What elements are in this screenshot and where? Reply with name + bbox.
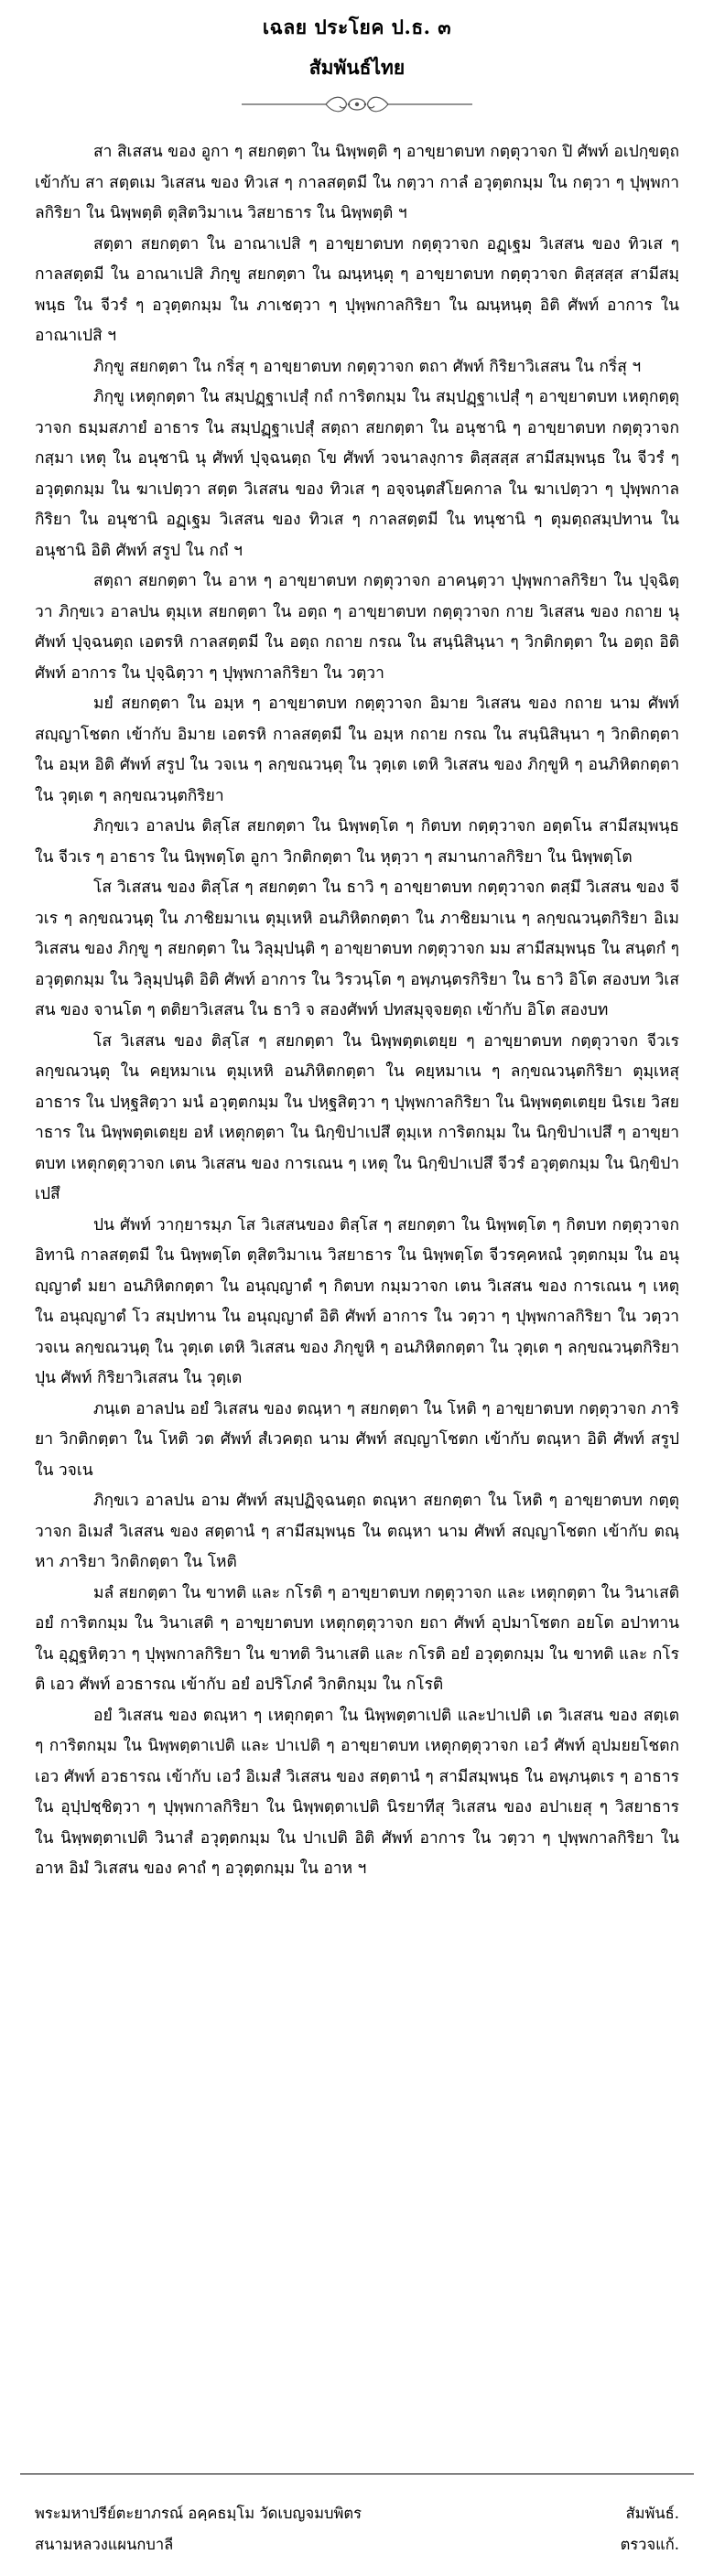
decorative-flourish-icon <box>238 93 476 115</box>
footer-role-analysis: สัมพันธ์. <box>625 2505 679 2522</box>
page-title: เฉลย ประโยค ป.ธ. ๓ <box>262 16 452 38</box>
analysis-body <box>35 137 679 1885</box>
page-subtitle: สัมพันธ์ไทย <box>308 56 406 79</box>
footer-role-review: ตรวจแก้. <box>620 2536 679 2553</box>
paragraph: มลํ สยกตฺตา ใน ขาทติ และ กโรติ ๆ อาขฺยาตบท กตฺตุวาจก และ เหตุกตฺตา ใน วินาเสติ อยํ การิตกมฺม ใน วินาเสติ ๆ อาขฺยาตบท เหตุกตฺตุวาจก ยถา ศัพท์ อุปมาโชตก อยโต อปาทาน ใน อุฏฺฐหิตฺวา ๆ ปุพฺพกาลกิริยา ใน ขาทติ วินาเสติ และ กโรติ อยํ อวุตฺตกมฺม ใน ขาทติ และ กโรติ เอว ศัพท์ อวธารณ เข้ากับ อยํ อปริโภคํ วิกติกมฺม ใน กโรติ <box>35 1583 679 1694</box>
footer-roles <box>621 2498 679 2560</box>
footer-author-name: พระมหาปรีย์ตะยาภรณ์ อคฺคธมฺโม วัดเบญจมบพิตร <box>35 2505 362 2522</box>
paragraph: อยํ วิเสสน ของ ตณฺหา ๆ เหตุกตฺตา ใน นิพฺพตฺตาเปติ และปาเปติ เต วิเสสน ของ สตฺเต ๆ การิตกมฺม ใน นิพฺพตฺตาเปติ และ ปาเปติ ๆ อาขฺยาตบท เหตุกตฺตุวาจก เอวํ ศัพท์ อุปมยยโชตก เอว ศัพท์ อวธารณ เข้ากับ เอวํ อิเมสํ วิเสสน ของ สตฺตานํ ๆ สามีสมฺพนฺธ ใน อพฺภนฺตเร ๆ อาธาร ใน อุปฺปชฺชิตฺวา ๆ ปุพฺพกาลกิริยา ใน นิพฺพตฺตาเปติ นิรยาทีสุ วิเสสน ของ อปาเยสุ ๆ วิสยาธาร ใน นิพฺพตฺตาเปติ วินาสํ อวุตฺตกมฺม ใน ปาเปติ อิติ ศัพท์ อาการ ใน วตฺวา ๆ ปุพฺพกาลกิริยา ใน อาห อิมํ วิเสสน ของ คาถํ ๆ อวุตฺตกมฺม ใน อาห ฯ <box>35 1706 679 1878</box>
paragraph: ภิกฺขเว อาลปน ติสฺโส สยกตฺตา ใน นิพฺพตฺโต ๆ กิตบท กตฺตุวาจก อตฺตโน สามีสมฺพนฺธ ใน จีวเร ๆ อาธาร ใน นิพฺพตฺโต อูกา วิกติกตฺตา ใน หุตฺวา ๆ สมานกาลกิริยา ใน นิพฺพตฺโต <box>35 817 679 867</box>
paragraph: สตฺตา สยกตฺตา ใน อาณาเปสิ ๆ อาขฺยาตบท กตฺตุวาจก อฏฺเฐม วิเสสน ของ ทิวเส ๆ กาลสตฺตมี ใน อาณาเปสิ ภิกฺขู สยกตฺตา ใน ฌนฺหนฺตุ ๆ อาขฺยาตบท กตฺตุวาจก ติสฺสสฺส สามีสมฺพนฺธ ใน จีวรํ ๆ อวุตฺตกมฺม ใน ภาเชตฺวา ๆ ปุพฺพกาลกิริยา ใน ฌนฺหนฺตุ อิติ ศัพท์ อาการ ใน อาณาเปสิ ฯ <box>35 234 679 345</box>
paragraph: สตฺถา สยกตฺตา ใน อาห ๆ อาขฺยาตบท กตฺตุวาจก อาคนฺตฺวา ปุพฺพกาลกิริยา ใน ปุจฺฉิตฺวา ภิกฺขเว อาลปน ตุมฺเห สยกตฺตา ใน อตฺถ ๆ อาขฺยาตบท กตฺตุวาจก กาย วิเสสน ของ กถาย นุ ศัพท์ ปุจฺฉนตฺถ เอตรหิ กาลสตฺตมี ใน อตฺถ กถาย กรณ ใน สนฺนิสินฺนา ๆ วิกติกตฺตา ใน อตฺถ อิติ ศัพท์ อาการ ใน ปุจฺฉิตฺวา ๆ ปุพฺพกาลกิริยา ใน วตฺวา <box>35 572 679 683</box>
footer-author-affiliation: สนามหลวงแผนกบาลี <box>35 2536 174 2553</box>
paragraph: โส วิเสสน ของ ติสฺโส ๆ สยกตฺตา ใน นิพฺพตฺตเตยฺย ๆ อาขฺยาตบท กตฺตุวาจก จีวเร ลกฺขณวนฺตุ ใน คยฺหมาเน ตุมฺเหหิ อนภิหิตกตฺตา ใน คยฺหมาเน ๆ ลกฺขณวนฺตกิริยา ตุมฺเหสุ อาธาร ใน ปหฺฐสิตฺวา มนํ อวุตฺตกมฺม ใน ปหฺฐสิตฺวา ๆ ปุพฺพกาลกิริยา ใน นิพฺพตฺตเตยฺย นิรเย วิสยาธาร ใน นิพฺพตฺตเตยฺย อหํ เหตุกตฺตา ใน นิกฺขิปาเปสึ ตุมฺเห การิตกมฺม ใน นิกฺขิปาเปสึ ๆ อาขฺยาตบท เหตุกตฺตุวาจก เตน วิเสสน ของ การเณน ๆ เหตุ ใน นิกฺขิปาเปสึ จีวรํ อวุตฺตกมฺม ใน นิกฺขิปาเปสึ <box>35 1031 679 1203</box>
footer-author <box>35 2498 362 2560</box>
paragraph: โส วิเสสน ของ ติสฺโส ๆ สยกตฺตา ใน ธาวิ ๆ อาขฺยาตบท กตฺตุวาจก ตสฺมึ วิเสสน ของ จีวเร ๆ ลกฺขณวนฺตุ ใน ภาชิยมาเน ตุมฺเหหิ อนภิหิตกตฺตา ใน ภาชิยมาเน ๆ ลกฺขณวนฺตกิริยา อิเม วิเสสน ของ ภิกฺขู ๆ สยกตฺตา ใน วิลุมฺปนฺติ ๆ อาขฺยาตบท กตฺตุวาจก มม สามีสมฺพนฺธ ใน สนฺตกํ ๆ อวุตฺตกมฺม ใน วิลุมฺปนฺติ อิติ ศัพท์ อาการ ใน วิรวนฺโต ๆ อพฺภนฺตรกิริยา ใน ธาวิ อิโต สองบท วิเสสน ของ จานโต ๆ ตติยาวิเสสน ใน ธาวิ จ สองศัพท์ ปทสมุจฺจยตฺถ เข้ากับ อิโต สองบท <box>35 878 679 1019</box>
paragraph: มยํ สยกตฺตา ใน อมฺห ๆ อาขฺยาตบท กตฺตุวาจก อิมาย วิเสสน ของ กถาย นาม ศัพท์ สญฺญาโชตก เข้ากับ อิมาย เอตรหิ กาลสตฺตมี ใน อมฺห กถาย กรณ ใน สนฺนิสินฺนา ๆ วิกติกตฺตา ใน อมฺห อิติ ศัพท์ สรูป ใน วจเน ๆ ลกฺขณวนฺตุ ใน วุตฺเต เตหิ วิเสสน ของ ภิกฺขูหิ ๆ อนภิหิตกตฺตา ใน วุตฺเต ๆ ลกฺขณวนฺตกิริยา <box>35 695 679 805</box>
paragraph: ภนฺเต อาลปน อยํ วิเสสน ของ ตณฺหา ๆ สยกตฺตา ใน โหติ ๆ อาขฺยาตบท กตฺตุวาจก ภาริยา วิกติกตฺตา ใน โหติ วต ศัพท์ สํเวคตฺถ นาม ศัพท์ สญฺญาโชตก เข้ากับ ตณฺหา อิติ ศัพท์ สรูป ใน วจเน <box>35 1399 679 1480</box>
paragraph: ภิกฺขู เหตุกตฺตา ใน สมฺปฏฺฐาเปสุํ กถํ การิตกมฺม ใน สมฺปฏฺฐาเปสุํ ๆ อาขฺยาตบท เหตุกตฺตุวาจก ธมฺมสภายํ อาธาร ใน สมฺปฏฺฐาเปสุํ สตฺถา สยกตฺตา ใน อนุชานิ ๆ อาขฺยาตบท กตฺตุวาจก กสฺมา เหตุ ใน อนุชานิ นุ ศัพท์ ปุจฺฉนตฺถ โข ศัพท์ วจนาลงฺการ ติสฺสสฺส สามีสมฺพนฺธ ใน จีวรํ ๆ อวุตฺตกมฺม ใน ฆาเปตฺวา สตฺต วิเสสน ของ ทิวเส ๆ อจฺจนฺตสํโยคกาล ใน ฆาเปตฺวา ๆ ปุพฺพกาลกิริยา ใน อนุชานิ อฏฺเฐม วิเสสน ของ ทิวเส ๆ กาลสตฺตมี ใน ทนุชานิ ๆ ตุมตฺถสมฺปทาน ใน อนุชานิ อิติ ศัพท์ สรูป ใน กถํ ฯ <box>35 388 679 560</box>
paragraph: ภิกฺขู สยกตฺตา ใน กริํสุ ๆ อาขฺยาตบท กตฺตุวาจก ตถา ศัพท์ กิริยาวิเสสน ใน กริํสุ ฯ <box>93 357 642 376</box>
paragraph: ปน ศัพท์ วากฺยารมฺภ โส วิเสสนของ ติสฺโส ๆ สยกตฺตา ใน นิพฺพตฺโต ๆ กิตบท กตฺตุวาจก อิทานิ กาลสตฺตมี ใน นิพฺพตฺโต ตุสิตวิมาเน วิสยาธาร ใน นิพฺพตฺโต จีวรคฺคหณํ วุตฺตกมฺม ใน อนุญฺญาตํ มยา อนภิหิตกตฺตา ใน อนุญฺญาตํ ๆ กิตบท กมฺมวาจก เตน วิเสสน ของ การเณน ๆ เหตุ ใน อนุญฺญาตํ โว สมฺปทาน ใน อนุญฺญาตํ อิติ ศัพท์ อาการ ใน วตฺวา ๆ ปุพฺพกาลกิริยา ใน วตฺวา วจเน ลกฺขณวนฺตุ ใน วุตฺเต เตหิ วิเสสน ของ ภิกฺขูหิ ๆ อนภิหิตกตฺตา ใน วุตฺเต ๆ ลกฺขณวนฺตกิริยา ปุน ศัพท์ กิริยาวิเสสน ใน วุตฺเต <box>35 1215 679 1387</box>
paragraph: สา สิเสสน ของ อูกา ๆ สยกตฺตา ใน นิพฺพตฺติ ๆ อาขฺยาตบท กตฺตุวาจก ปิ ศัพท์ อเปกฺขตฺถ เข้ากับ สา สตฺตเม วิเสสน ของ ทิวเส ๆ กาลสตฺตมี ใน กตฺวา กาลํ อวุตฺตกมฺม ใน กตฺวา ๆ ปุพฺพกาลกิริยา ใน นิพฺพตฺติ ตุสิตวิมาเน วิสยาธาร ใน นิพฺพตฺติ ฯ <box>35 143 679 222</box>
paragraph: ภิกฺขเว อาลปน อาม ศัพท์ สมฺปฏิจฺฉนตฺถ ตณฺหา สยกตฺตา ใน โหติ ๆ อาขฺยาตบท กตฺตุวาจก อิเมสํ วิเสสน ของ สตฺตานํ ๆ สามีสมฺพนฺธ ใน ตณฺหา นาม ศัพท์ สญฺญาโชตก เข้ากับ ตณฺหา ภาริยา วิกติกตฺตา ใน โหติ <box>35 1492 679 1571</box>
